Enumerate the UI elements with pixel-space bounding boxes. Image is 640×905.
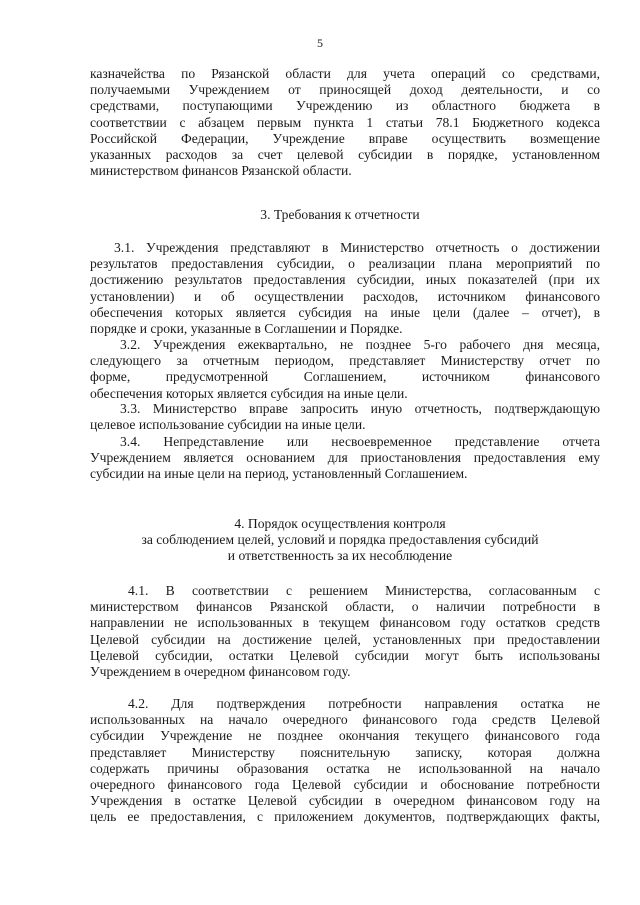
text-line: соответствии с абзацем первым пункта 1 статьи 78.1 Бюджетного кодекса xyxy=(90,114,600,130)
text-line: следующего за отчетным периодом, представляет Министерству отчет по xyxy=(90,353,600,369)
text-line: 4.1. В соответствии с решением Министерства, согласованным с xyxy=(128,583,600,598)
paragraph-4-1 xyxy=(90,583,600,680)
text-line: Учреждением является основанием для приостановления предоставления ему xyxy=(90,450,600,466)
text-line: Российской Федерации, Учреждение вправе осуществить возмещение xyxy=(90,130,600,146)
paragraph-3-1 xyxy=(90,240,600,337)
heading-line: и ответственность за их несоблюдение xyxy=(227,548,453,564)
text-line: результатов предоставления субсидии, о реализации плана мероприятий по xyxy=(90,256,600,272)
text-line: казначейства по Рязанской области для учета операций со средствами, xyxy=(90,66,600,81)
text-line: получаемыми Учреждением от приносящей доход деятельности, и со xyxy=(90,82,600,98)
paragraph-intro xyxy=(90,66,600,179)
page-number: 5 xyxy=(317,36,323,50)
text-line: 3.2. Учреждения ежеквартально, не позднее 5-го рабочего дня месяца, xyxy=(120,337,600,352)
text-line: Целевой субсидии на достижение целей, установленных при предоставлении xyxy=(90,631,600,647)
text-line: установлении) и об осуществлении расходов, источником финансового xyxy=(90,288,600,304)
heading-line: 4. Порядок осуществления контроля xyxy=(234,516,446,531)
paragraph-3-2 xyxy=(90,337,600,402)
text-line: цель ее предоставления, с приложением документов, подтверждающих факты, xyxy=(90,809,600,825)
text-line: достижению результатов предоставления субсидии, иных показателей (при их xyxy=(90,272,600,288)
paragraph-3-4 xyxy=(90,434,600,483)
text-line: министерством финансов Рязанской области, о наличии потребности в xyxy=(90,599,600,615)
text-line: направлении не использованных в текущем финансовом году остатков средств xyxy=(90,615,600,631)
paragraph-3-3 xyxy=(90,401,600,433)
text-line: порядке и сроки, указанные в Соглашении и Порядке. xyxy=(90,320,403,336)
text-line: Учреждением в очередном финансовом году. xyxy=(90,663,351,679)
text-line: содержать причины образования остатка не использованной на начало xyxy=(90,760,600,776)
text-line: 4.2. Для подтверждения потребности направления остатка не xyxy=(128,696,600,711)
paragraph-4-2 xyxy=(90,696,600,826)
text-line: субсидии Учреждение не позднее окончания текущего финансового года xyxy=(90,728,600,744)
text-line: целевое использование субсидии на иные цели. xyxy=(90,417,366,433)
text-line: очередного финансового года Целевой субсидии и обоснование потребности xyxy=(90,776,600,792)
text-line: средствами, поступающими Учреждению из областного бюджета в xyxy=(90,98,600,114)
heading-line: за соблюдением целей, условий и порядка предоставления субсидий xyxy=(141,532,539,548)
text-line: указанных расходов за счет целевой субсидии в порядке, установленном xyxy=(90,146,600,162)
text-line: Учреждения в остатке Целевой субсидии в очередном финансовом году на xyxy=(90,793,600,809)
text-line: 3.4. Непредставление или несвоевременное представление отчета xyxy=(120,434,600,449)
text-line: субсидии на иные цели на период, установленный Соглашением. xyxy=(90,466,468,482)
text-line: обеспечения которых является субсидия на иные цели. xyxy=(90,385,408,401)
text-line: Целевой субсидии, остатки Целевой субсидии могут быть использованы xyxy=(90,647,600,663)
section-4-title xyxy=(60,516,620,565)
text-line: 3.1. Учреждения представляют в Министерство отчетность о достижении xyxy=(114,240,600,255)
text-line: использованных на начало очередного финансового года средств Целевой xyxy=(90,712,600,728)
text-line: представляет Министерству пояснительную записку, которая должна xyxy=(90,744,600,760)
text-line: обеспечения которых является субсидия на иные цели (далее – отчет), в xyxy=(90,304,600,320)
text-line: 3.3. Министерство вправе запросить иную отчетность, подтверждающую xyxy=(120,401,600,416)
text-line: форме, предусмотренной Соглашением, источником финансового xyxy=(90,369,600,385)
section-3-title: 3. Требования к отчетности xyxy=(260,207,420,222)
text-line: министерством финансов Рязанской области. xyxy=(90,163,352,179)
